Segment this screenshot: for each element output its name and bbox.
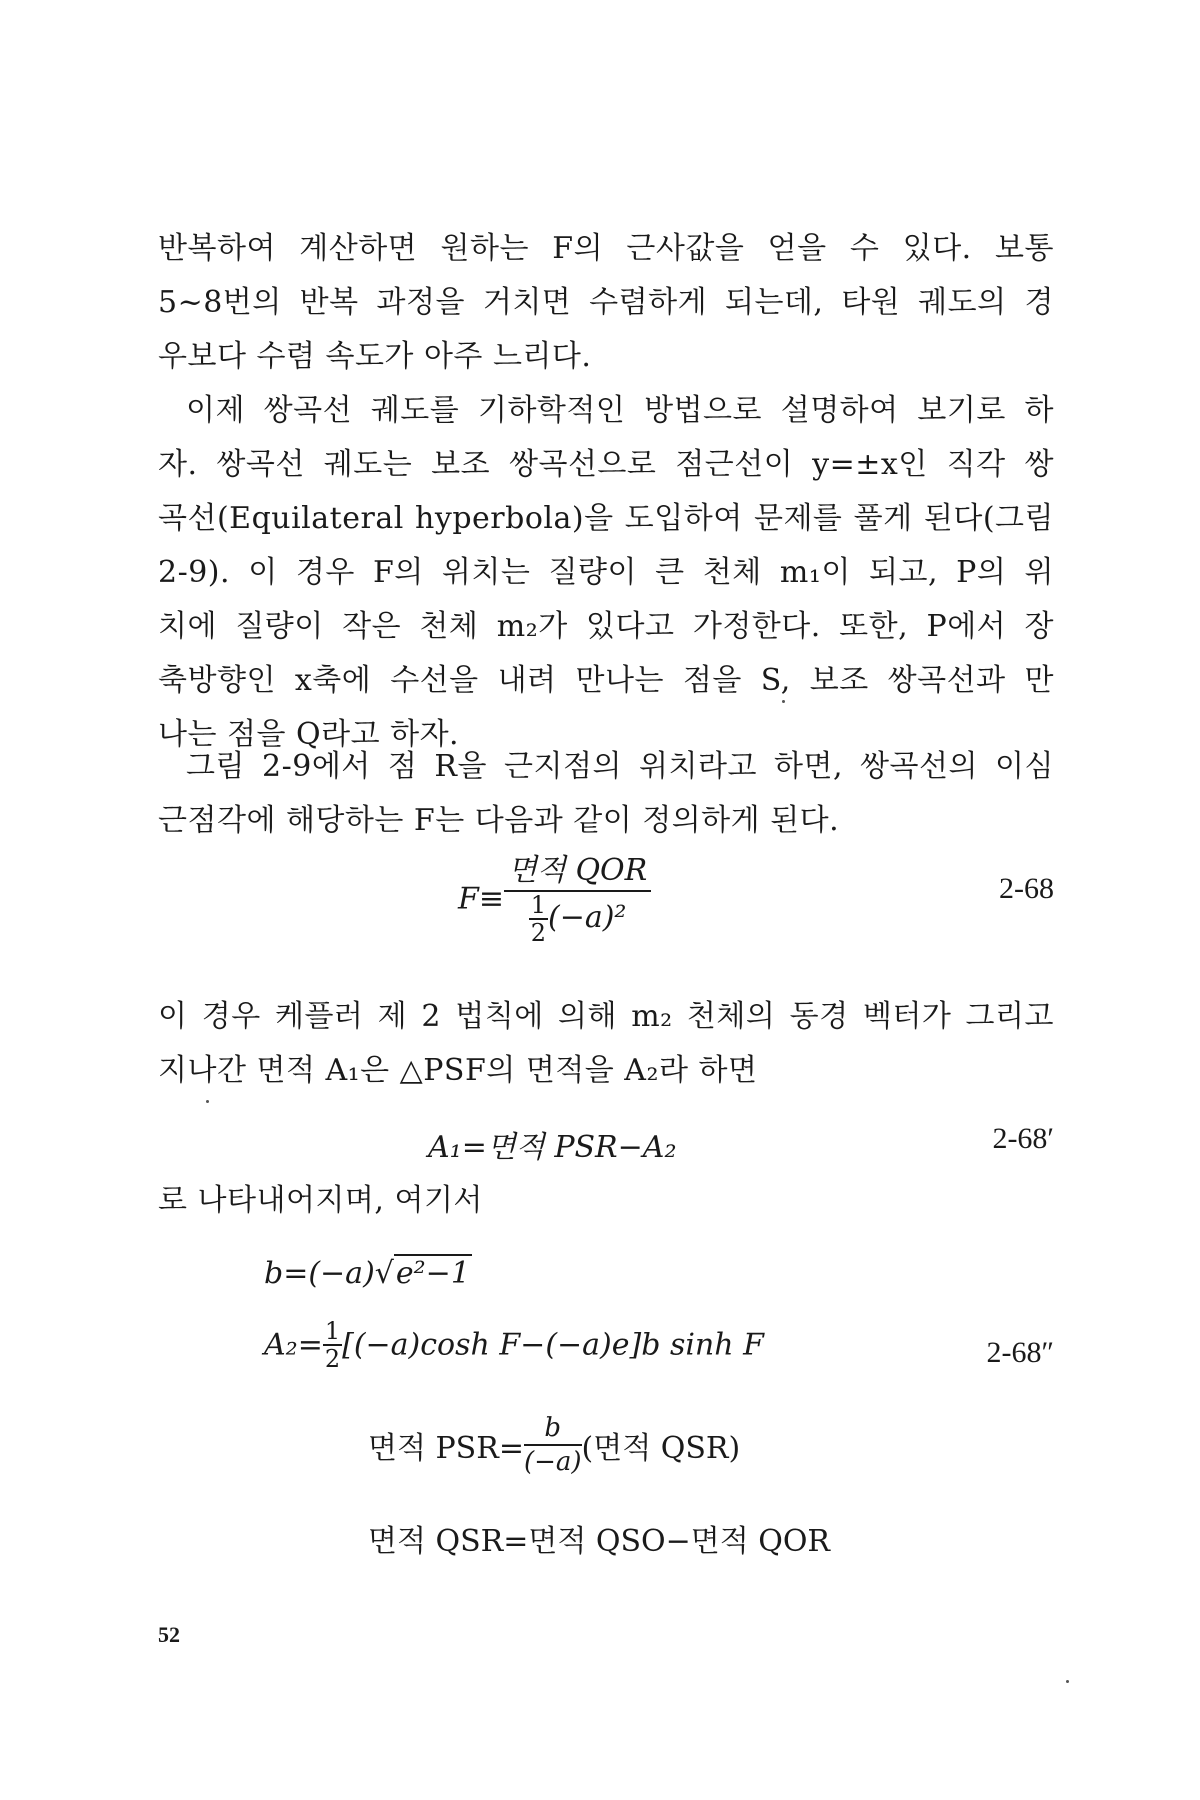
eq-lhs: b=(−a) (264, 1256, 375, 1291)
half-num: 1 (324, 1317, 341, 1345)
paragraph-3 (158, 740, 1054, 848)
equation-2-68-prime (0, 1112, 1200, 1172)
eq-fraction (504, 852, 651, 946)
half-fraction (323, 1318, 342, 1372)
eq-denominator (504, 892, 651, 946)
text-line: 우보다 수렴 속도가 아주 느리다. (158, 339, 592, 374)
eq-den-rest: (−a)² (548, 900, 627, 935)
eq-lhs: F≡ (458, 881, 504, 917)
text-line: 지나간 면적 A₁은 △PSF의 면적을 A₂라 하면 (158, 1053, 758, 1088)
scan-speck (782, 700, 785, 703)
sqrt-sign: √ (374, 1256, 394, 1291)
equation-body (264, 1256, 472, 1291)
equation-2-68-double-prime (0, 1318, 1200, 1398)
half-den: 2 (324, 1345, 341, 1373)
text-line: 로 나타내어지며, 여기서 (158, 1183, 483, 1218)
half-den: 2 (530, 919, 546, 947)
equation-qsr (0, 1506, 1200, 1566)
equation-body (368, 1412, 740, 1478)
equation-body: 면적 QSR=면적 QSO−면적 QOR (368, 1524, 831, 1559)
eq-denominator: (−a) (523, 1447, 582, 1477)
text-line: 그림 2-9에서 점 R을 근지점의 위치라고 하면, 쌍곡선의 이심 (186, 749, 1054, 784)
eq-numerator: b (524, 1412, 582, 1446)
eq-lhs: A₂= (264, 1327, 323, 1363)
text-line: 곡선(Equilateral hyperbola)을 도입하여 문제를 풀게 된다(그림 (158, 501, 1054, 536)
text-line: 이제 쌍곡선 궤도를 기하학적인 방법으로 설명하여 보기로 하 (186, 393, 1054, 428)
radicand: e²−1 (395, 1256, 470, 1291)
equation-number: 2-68 (999, 872, 1054, 905)
text-line: 반복하여 계산하면 원하는 F의 근사값을 얻을 수 있다. 보통 (158, 231, 1054, 266)
eq-fraction (524, 1412, 582, 1478)
equation-number: 2-68′ (992, 1122, 1054, 1155)
paragraph-4 (158, 990, 1054, 1098)
eq-numerator: 면적 QOR (504, 852, 651, 892)
equation-body (458, 852, 651, 946)
paragraph-2 (158, 384, 1054, 762)
sqrt (394, 1256, 472, 1291)
paragraph-1 (158, 222, 1054, 384)
half-num: 1 (530, 891, 546, 919)
equation-2-68 (0, 852, 1200, 962)
text-line: 나는 점을 Q라고 하자. (158, 717, 460, 752)
equation-psr (0, 1412, 1200, 1502)
equation-body (264, 1318, 764, 1372)
eq-rest: (면적 QSR) (581, 1431, 741, 1466)
text-line: 자. 쌍곡선 궤도는 보조 쌍곡선으로 점근선이 y=±x인 직각 쌍 (158, 447, 1054, 482)
text-line: 5~8번의 반복 과정을 거치면 수렴하게 되는데, 타원 궤도의 경 (158, 285, 1054, 320)
half-fraction (529, 892, 548, 946)
eq-rest: [(−a)cosh F−(−a)e]b sinh F (342, 1327, 764, 1363)
scan-speck (1066, 1680, 1069, 1683)
text-line: 치에 질량이 작은 천체 m₂가 있다고 가정한다. 또한, P에서 장 (158, 609, 1054, 644)
page-number: 52 (158, 1622, 180, 1647)
text-line: 근점각에 해당하는 F는 다음과 같이 정의하게 된다. (158, 803, 840, 838)
text-line: 이 경우 케플러 제 2 법칙에 의해 m₂ 천체의 동경 벡터가 그리고 (158, 999, 1054, 1034)
text-line: 축방향인 x축에 수선을 내려 만나는 점을 S, 보조 쌍곡선과 만 (158, 663, 1054, 698)
text-line: 2-9). 이 경우 F의 위치는 질량이 큰 천체 m₁이 되고, P의 위 (158, 555, 1054, 590)
scan-speck (206, 1100, 209, 1103)
eq-lhs: 면적 PSR= (368, 1431, 524, 1466)
equation-body: A₁=면적 PSR−A₂ (428, 1130, 677, 1165)
paragraph-5 (158, 1174, 1054, 1228)
equation-b (0, 1246, 1200, 1306)
equation-number: 2-68″ (986, 1336, 1054, 1369)
